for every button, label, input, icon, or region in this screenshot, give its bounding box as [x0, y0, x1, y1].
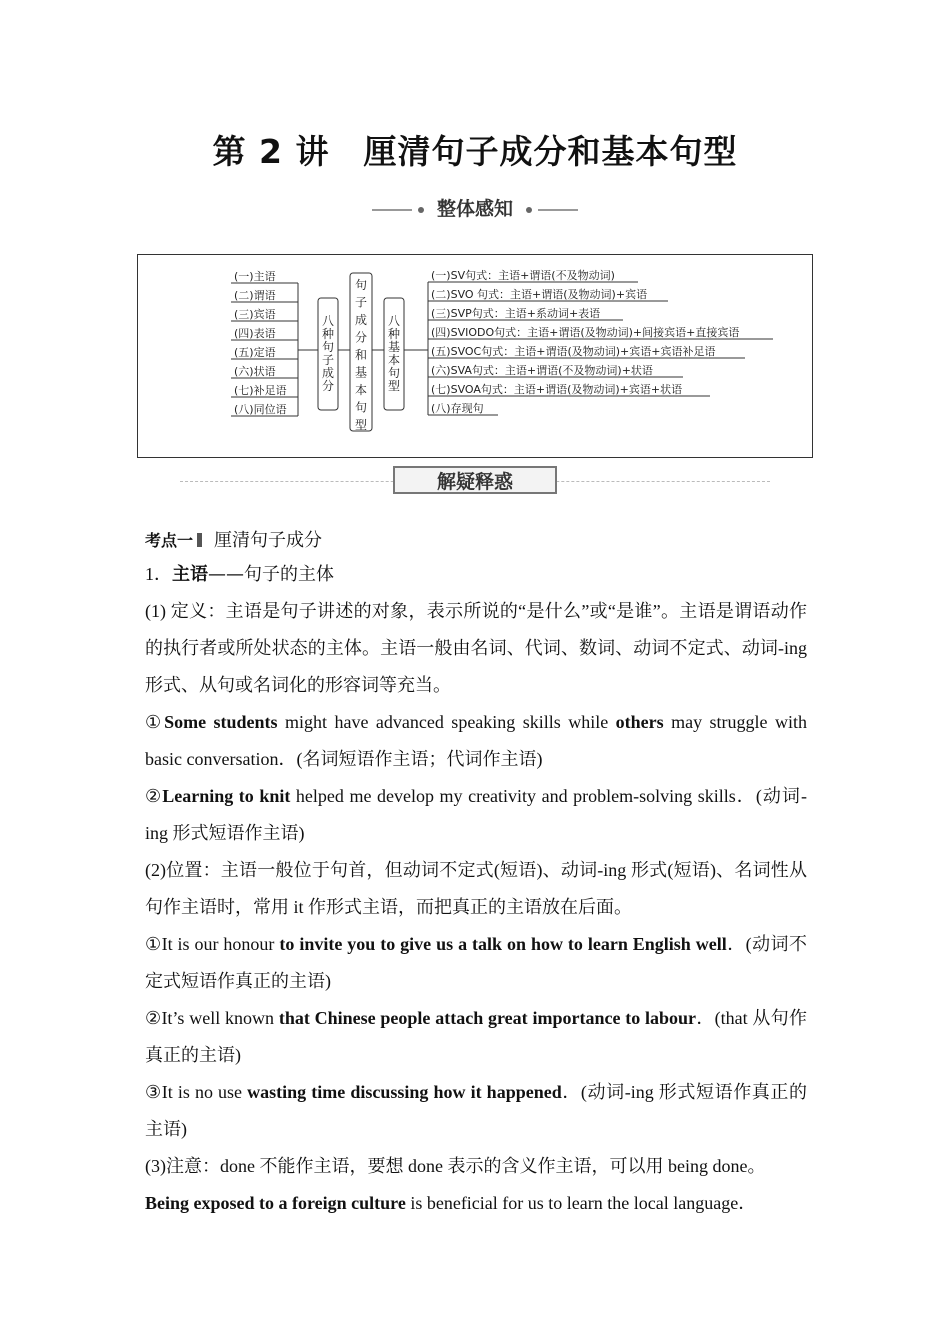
- banner-explain: 解疑释惑: [393, 466, 557, 494]
- example-bold: to invite you to give us a talk on how to learn English well: [279, 934, 727, 954]
- example-bold: wasting time discussing how it happened: [247, 1082, 562, 1102]
- diagram-patterns-label: 基: [387, 340, 401, 354]
- diagram-components-label: 句: [321, 340, 335, 354]
- structure-diagram: [137, 254, 813, 458]
- diagram-components-label: 子: [321, 353, 335, 367]
- example-paragraph: [145, 704, 807, 778]
- section-subtitle: ——句子的主体: [208, 564, 334, 585]
- diagram-patterns-label: 种: [387, 327, 401, 341]
- diagram-pattern: (八)存现句: [431, 402, 484, 415]
- diagram-component: (三)宾语: [234, 308, 276, 321]
- diagram-center-label: 成: [354, 313, 368, 327]
- note-paragraph: (3)注意：done 不能作主语，要想 done 表示的含义作主语，可以用 being done。: [145, 1156, 766, 1176]
- example-text: may struggle with basic conversation．(名词短语作主语；代词作主语): [145, 712, 807, 769]
- diagram-center-label: 分: [354, 330, 368, 345]
- position-paragraph: (2)位置：主语一般位于句首，但动词不定式(短语)、动词-ing 形式(短语)、名词性从句作主语时，常用 it 作形式主语，而把真正的主语放在后面。: [145, 860, 807, 917]
- example-bold: Being exposed to a foreign culture: [145, 1193, 406, 1213]
- kaodian-heading: [145, 526, 807, 556]
- diagram-pattern: (二)SVO 句式：主语+谓语(及物动词)+宾语: [431, 288, 648, 301]
- diagram-patterns-label: 型: [387, 379, 401, 393]
- diagram-component: (四)表语: [234, 327, 276, 340]
- diagram-component: (八)同位语: [234, 403, 287, 416]
- diagram-center-label: 本: [354, 383, 368, 397]
- diagram-center-label: 基: [354, 365, 368, 380]
- diagram-patterns-label: 八: [387, 314, 401, 328]
- example-number: ②: [145, 1008, 162, 1028]
- diagram-pattern: (三)SVP句式：主语+系动词+表语: [431, 307, 601, 320]
- example-text: It is no use: [161, 1082, 248, 1102]
- kaodian-bar: [197, 533, 202, 547]
- banner-overview-label: 整体感知: [436, 198, 513, 220]
- example-bold: others: [615, 712, 664, 732]
- example-text: helped me develop my creativity and problem-solving skills．(动词-ing 形式短语作主语): [145, 786, 807, 843]
- example-text: ．(动词不定式短语作真正的主语): [145, 934, 808, 991]
- banner-left-line: [372, 209, 412, 211]
- example-number: ②: [145, 786, 163, 806]
- example-text: It’s well known: [161, 1008, 279, 1028]
- kaodian-title: 厘清句子成分: [214, 530, 323, 551]
- diagram-svg: [138, 255, 814, 459]
- example-text: is beneficial for us to learn the local language．: [405, 1193, 757, 1213]
- main-content: [145, 526, 807, 1222]
- example-text: might have advanced speaking skills while: [277, 712, 616, 732]
- diagram-components-label: 八: [321, 314, 335, 328]
- diagram-center-label: 句: [354, 278, 368, 292]
- section-number: 1．: [145, 564, 172, 584]
- diagram-component: (二)谓语: [234, 289, 276, 302]
- definition-paragraph: (1) 定义：主语是句子讲述的对象，表示所说的“是什么”或“是谁”。主语是谓语动作的执行者或所处状态的主体。主语一般由名词、代词、数词、动词不定式、动词-ing 形式、从句或名词化的形容词等充当。: [145, 601, 807, 695]
- example-text: ．(动词-ing 形式短语作真正的主语): [145, 1082, 807, 1139]
- diagram-center-label: 句: [354, 400, 368, 415]
- example-paragraph: [145, 926, 807, 1000]
- diagram-component: (一)主语: [234, 270, 276, 283]
- example-bold: Some students: [164, 712, 278, 732]
- diagram-pattern: (四)SVIODO句式：主语+谓语(及物动词)+间接宾语+直接宾语: [431, 326, 740, 339]
- diagram-component: (七)补足语: [234, 384, 287, 397]
- diagram-pattern: (五)SVOC句式：主语+谓语(及物动词)+宾语+宾语补足语: [431, 345, 716, 358]
- diagram-patterns-label: 本: [387, 353, 401, 367]
- banner-dot: [418, 207, 424, 213]
- diagram-pattern: (六)SVA句式：主语+谓语(不及物动词)+状语: [431, 364, 653, 377]
- diagram-pattern: (七)SVOA句式：主语+谓语(及物动词)+宾语+状语: [431, 383, 683, 396]
- section-heading-subject: [145, 556, 807, 593]
- example-text: ．(that 从句作真正的主语): [145, 1008, 807, 1065]
- diagram-component: (六)状语: [234, 365, 276, 378]
- example-number: ①: [145, 712, 165, 732]
- example-number: ③: [145, 1082, 162, 1102]
- diagram-pattern: (一)SV句式：主语+谓语(不及物动词): [431, 269, 615, 282]
- kaodian-tag: 考点一: [145, 531, 194, 550]
- example-paragraph: [145, 1185, 807, 1222]
- diagram-patterns-label: 句: [387, 366, 401, 380]
- example-text: It is our honour: [161, 934, 280, 954]
- diagram-components-label: 种: [321, 327, 335, 341]
- diagram-center-label: 和: [354, 348, 368, 362]
- banner-dot: [526, 207, 532, 213]
- diagram-component: (五)定语: [234, 346, 276, 359]
- section-term: 主语: [172, 564, 208, 585]
- banner-right-line: [538, 209, 578, 211]
- example-number: ①: [145, 934, 162, 954]
- diagram-center-label: 子: [354, 295, 368, 310]
- diagram-components-label: 分: [321, 379, 335, 393]
- example-bold: that Chinese people attach great importance to labour: [278, 1008, 697, 1028]
- example-bold: Learning to knit: [162, 786, 291, 806]
- banner-overview: [0, 194, 950, 221]
- example-paragraph: [145, 1000, 807, 1074]
- example-paragraph: [145, 1074, 807, 1148]
- page-title: 第 2 讲 厘清句子成分和基本句型: [212, 132, 738, 171]
- example-paragraph: [145, 778, 807, 852]
- diagram-center-label: 型: [354, 418, 368, 432]
- diagram-components-label: 成: [321, 366, 335, 380]
